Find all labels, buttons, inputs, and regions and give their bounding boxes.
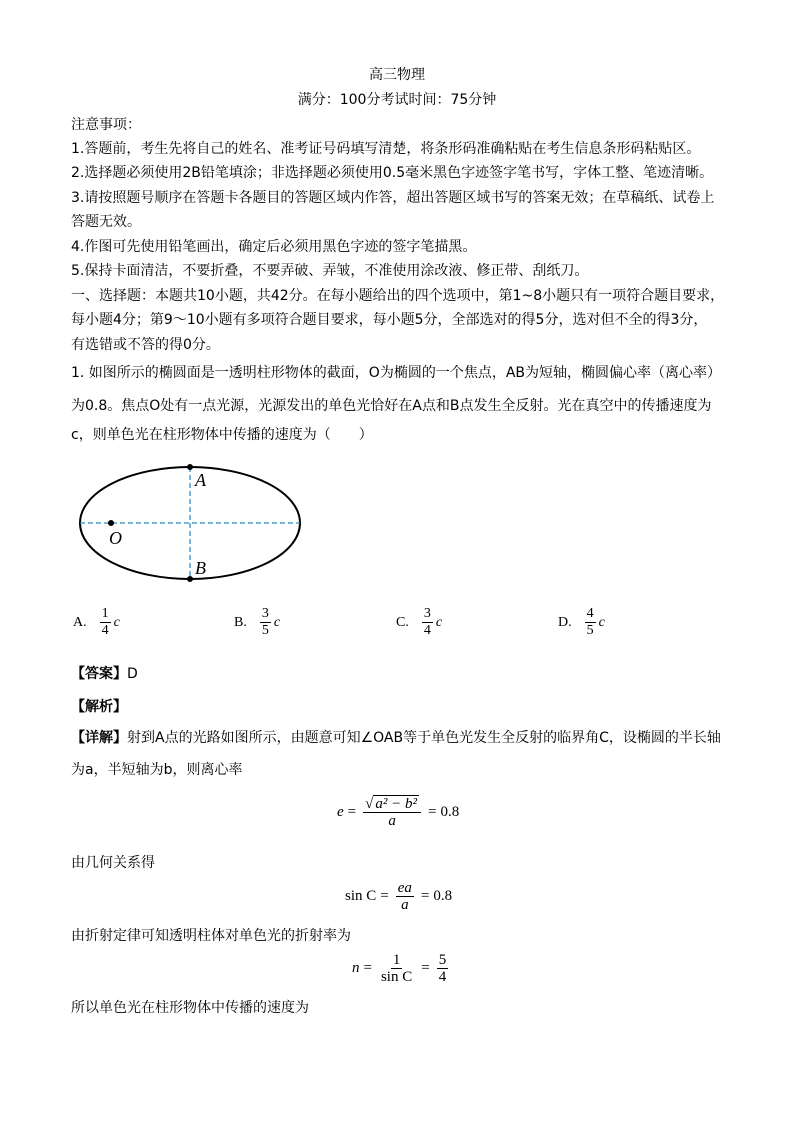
geometry-text: 由几何关系得 <box>71 855 155 871</box>
label-b: B <box>195 558 206 578</box>
page-title: 高三物理 <box>369 67 425 83</box>
note-item: 答题无效。 <box>71 214 141 230</box>
label-a: A <box>195 470 206 490</box>
detail-line: 为a，半短轴为b，则离心率 <box>71 762 243 778</box>
speed-text: 所以单色光在柱形物体中传播的速度为 <box>71 1000 309 1016</box>
question-stem: 为0.8。焦点O处有一点光源，光源发出的单色光恰好在A点和B点发生全反射。光在真空中的传播速度为 <box>71 398 712 414</box>
section-instructions: 每小题4分；第9～10小题有多项符合题目要求，每小题5分，全部选对的得5分，选对但不全的得3分， <box>71 312 708 328</box>
question-stem: 1. 如图所示的椭圆面是一透明柱形物体的截面，O为椭圆的一个焦点，AB为短轴，椭圆偏心率（离心率） <box>71 365 722 381</box>
label-o: O <box>109 528 122 548</box>
option-c: C. $\frac{3}{4}$ c <box>396 606 443 638</box>
analysis-tag: 【解析】 <box>71 699 127 715</box>
equation-index: n = $\frac{1}{\text{sin C}}$ = $\frac{5}{4}$ <box>352 952 447 985</box>
answer-tag: 【答案】 <box>71 666 127 682</box>
detail-line: 【详解】射到A点的光路如图所示，由题意可知∠OAB等于单色光发生全反射的临界角C，设椭圆的半长轴 <box>71 730 721 746</box>
section-instructions: 一、选择题：本题共10小题，共42分。在每小题给出的四个选项中，第1~8小题只有一项符合题目要求， <box>71 288 725 304</box>
note-item: 3.请按照题号顺序在答题卡各题目的答题区域内作答，超出答题区域书写的答案无效；在草稿纸、试卷上 <box>71 190 715 206</box>
answer-line <box>71 664 138 684</box>
option-b: B. $\frac{3}{5}$ c <box>234 606 281 638</box>
focus-o <box>108 520 114 526</box>
equation-sinc: sin C = $\frac{ea}{a}$ = 0.8 <box>345 880 453 913</box>
refraction-text: 由折射定律可知透明柱体对单色光的折射率为 <box>71 928 351 944</box>
note-item: 2.选择题必须使用2B铅笔填涂；非选择题必须使用0.5毫米黑色字迹签字笔书写，字体工整、笔迹清晰。 <box>71 165 714 181</box>
equation-eccentricity: e = $\frac{\text{√ a² − b²}}{a}$ = 0.8 <box>337 796 460 829</box>
exam-info: 满分：100分考试时间：75分钟 <box>297 92 497 108</box>
ellipse-figure <box>70 458 310 593</box>
note-item: 4.作图可先使用铅笔画出，确定后必须用黑色字迹的签字笔描黑。 <box>71 239 477 255</box>
answer-value: D <box>127 666 138 682</box>
option-a: A. $\frac{1}{4}$ c <box>73 606 120 638</box>
detail-tag: 【详解】 <box>71 730 127 746</box>
point-a <box>187 464 193 470</box>
section-instructions: 有选错或不答的得0分。 <box>71 337 220 353</box>
option-label: D. <box>558 614 572 630</box>
option-d: D. $\frac{4}{5}$ c <box>558 606 605 638</box>
option-label: C. <box>396 614 409 630</box>
option-label: A. <box>73 614 87 630</box>
notes-heading: 注意事项： <box>71 117 141 133</box>
note-item: 1.答题前，考生先将自己的姓名、准考证号码填写清楚，将条形码准确粘贴在考生信息条形码粘贴区。 <box>71 141 701 157</box>
question-stem: c，则单色光在柱形物体中传播的速度为（ ） <box>71 427 373 443</box>
point-b <box>187 576 193 582</box>
note-item: 5.保持卡面清洁，不要折叠，不要弄破、弄皱，不准使用涂改液、修正带、刮纸刀。 <box>71 263 589 279</box>
option-label: B. <box>234 614 247 630</box>
